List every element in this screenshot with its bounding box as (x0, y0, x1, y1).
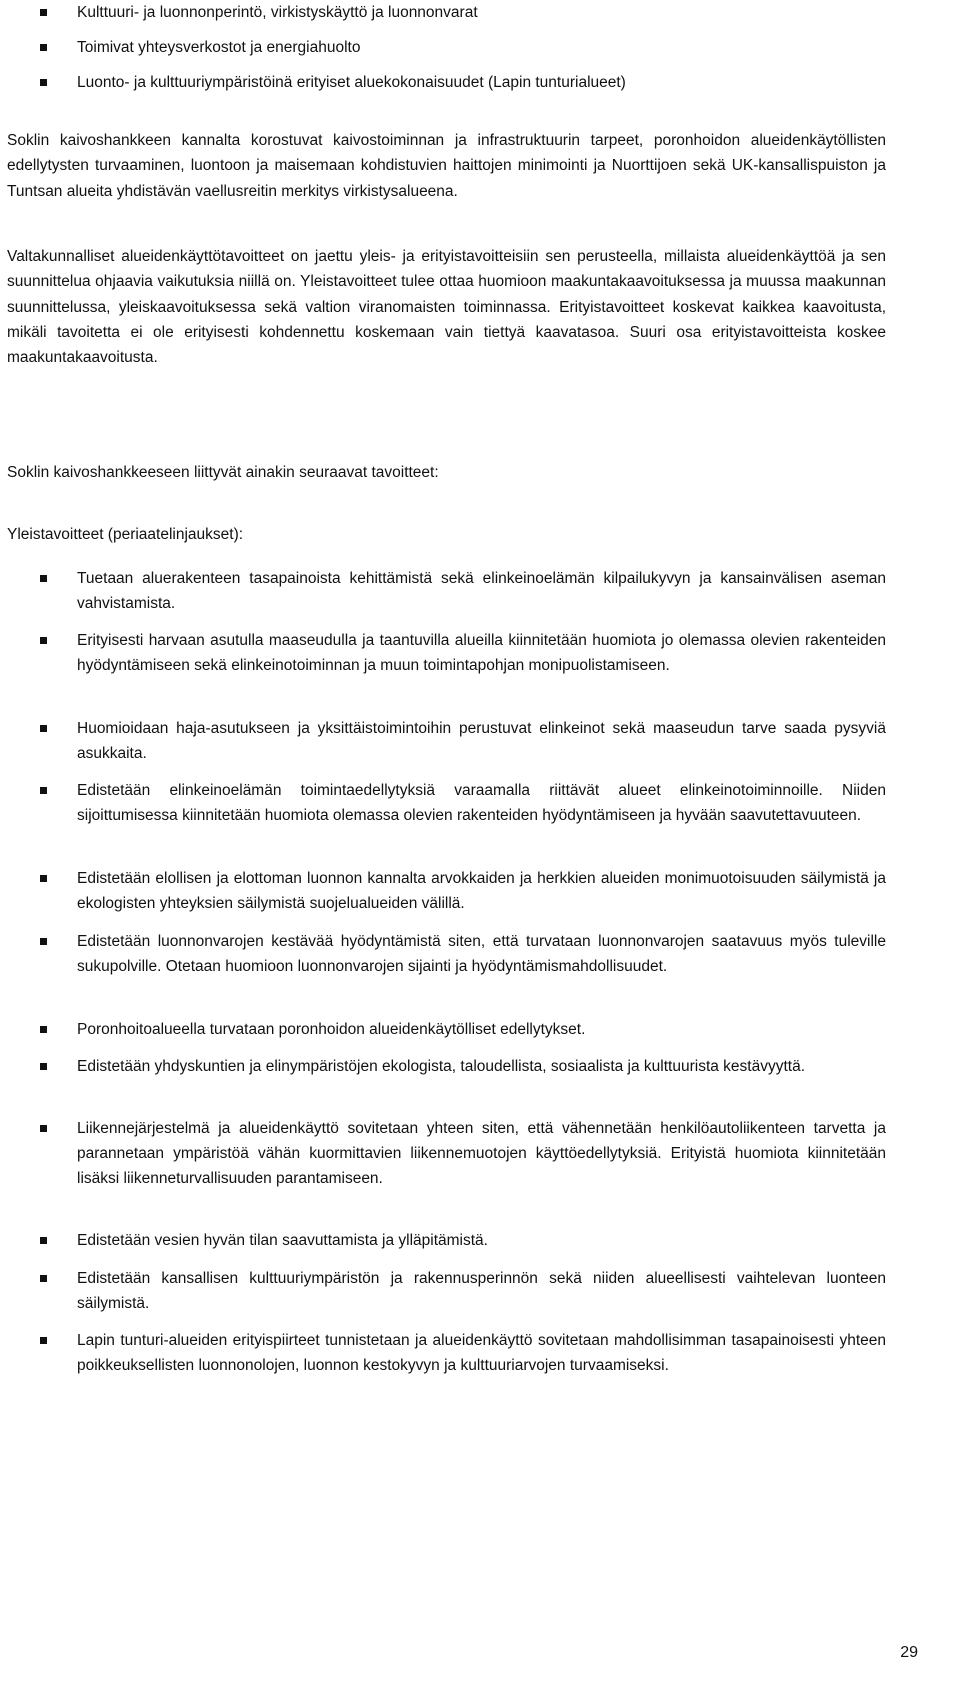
bullet-icon (40, 79, 47, 86)
bullet-icon (40, 1337, 47, 1344)
list-item: Huomioidaan haja-asutukseen ja yksittäistoimintoihin perustuvat elinkeinot sekä maaseudun tarve saada pysyviä asukkaita. (0, 716, 960, 778)
list-item: Erityisesti harvaan asutulla maaseudulla ja taantuvilla alueilla kiinnitetään huomiota jo olemassa olevien rakenteiden hyödyntämiseen sekä elinkeinotoiminnan ja muun toimintapohjan monipuolistamiseen. (0, 628, 960, 716)
list-item: Edistetään vesien hyvän tilan saavuttamista ja ylläpitämistä. (0, 1228, 960, 1266)
list-item: Poronhoitoalueella turvataan poronhoidon alueidenkäytölliset edellytykset. (0, 1017, 960, 1054)
paragraph-4: Yleistavoitteet (periaatelinjaukset): (7, 526, 244, 543)
bullet-icon (40, 1026, 47, 1033)
goals-list (0, 566, 960, 1408)
list-item: Liikennejärjestelmä ja alueidenkäyttö sovitetaan yhteen siten, että vähennetään henkilöautoliikenteen tarvetta ja parannetaan ympäristöä vähän kuormittavien liikennemuotojen käyttöedellytyksiä. Erityistä huomiota kiinnitetään lisäksi liikenneturvallisuuden parantamiseen. (0, 1116, 960, 1228)
bullet-icon (40, 1275, 47, 1282)
bullet-icon (40, 938, 47, 945)
bullet-icon (40, 1063, 47, 1070)
page-number: 29 (900, 1644, 918, 1661)
paragraph-2: Valtakunnalliset alueidenkäyttötavoitteet on jaettu yleis- ja erityistavoitteisiin sen perusteella, millaista alueidenkäyttöä ja sen suunnittelua ohjaavia vaikutuksia niillä on. Yleistavoitteet tulee ottaa huomioon maakuntakaavoituksessa ja muussa maakunnan suunnittelussa, yleiskaavoituksessa sekä valtion viranomaisten toiminnassa. Erityistavoitteet koskevat kaikkea kaavoitusta, mikäli tavoitetta ei ole erityisesti kohdennettu koskemaan vain tiettyä kaavatasoa. Suuri osa erityistavoitteista koskee maakuntakaavoitusta. (7, 248, 886, 367)
list-item: Tuetaan aluerakenteen tasapainoista kehittämistä sekä elinkeinoelämän kilpailukyvyn ja kansainvälisen aseman vahvistamista. (0, 566, 960, 628)
bullet-icon (40, 44, 47, 51)
bullet-icon (40, 637, 47, 644)
list-item: Edistetään luonnonvarojen kestävää hyödyntämistä siten, että turvataan luonnonvarojen saatavuus myös tuleville sukupolville. Otetaan huomioon luonnonvarojen sijainti ja hyödyntämismahdollisuudet. (0, 929, 960, 1017)
bullet-icon (40, 875, 47, 882)
list-item: Edistetään yhdyskuntien ja elinympäristöjen ekologista, taloudellista, sosiaalista ja kulttuurista kestävyyttä. (0, 1054, 960, 1116)
list-item: Edistetään elollisen ja elottoman luonnon kannalta arvokkaiden ja herkkien alueiden monimuotoisuuden säilymistä ja ekologisten yhteyksien säilymistä suojelualueiden välillä. (0, 866, 960, 929)
list-item: Edistetään elinkeinoelämän toimintaedellytyksiä varaamalla riittävät alueet elinkeinotoiminnoille. Niiden sijoittumisessa kiinnitetään huomiota olemassa olevien rakenteiden hyödyntämiseen ja hyvään saavutettavuuteen. (0, 778, 960, 866)
list-item: Edistetään kansallisen kulttuuriympäristön ja rakennusperinnön sekä niiden alueellisesti vaihtelevan luonteen säilymistä. (0, 1266, 960, 1328)
bullet-icon (40, 575, 47, 582)
bullet-icon (40, 9, 47, 16)
bullet-icon (40, 787, 47, 794)
paragraph-3: Soklin kaivoshankkeeseen liittyvät ainakin seuraavat tavoitteet: (7, 464, 439, 481)
top-bullet-list (0, 0, 960, 105)
bullet-icon (40, 1125, 47, 1132)
list-item: Kulttuuri- ja luonnonperintö, virkistyskäyttö ja luonnonvarat (0, 0, 960, 35)
list-item: Luonto- ja kulttuuriympäristöinä erityiset aluekokonaisuudet (Lapin tunturialueet) (0, 70, 960, 105)
bullet-icon (40, 1237, 47, 1244)
list-item: Toimivat yhteysverkostot ja energiahuolto (0, 35, 960, 70)
paragraph-1: Soklin kaivoshankkeen kannalta korostuvat kaivostoiminnan ja infrastruktuurin tarpeet, poronhoidon alueidenkäytöllisten edellytysten turvaaminen, luontoon ja maisemaan kohdistuvien haittojen minimointi ja Nuorttijoen sekä UK-kansallispuiston ja Tuntsan alueita yhdistävän vaellusreitin merkitys virkistysalueena. (7, 132, 886, 200)
bullet-icon (40, 725, 47, 732)
list-item: Lapin tunturi-alueiden erityispiirteet tunnistetaan ja alueidenkäyttö sovitetaan mahdollisimman tasapainoisesti yhteen poikkeuksellisten luonnonolojen, luonnon kestokyvyn ja kulttuuriarvojen turvaamiseksi. (0, 1328, 960, 1408)
